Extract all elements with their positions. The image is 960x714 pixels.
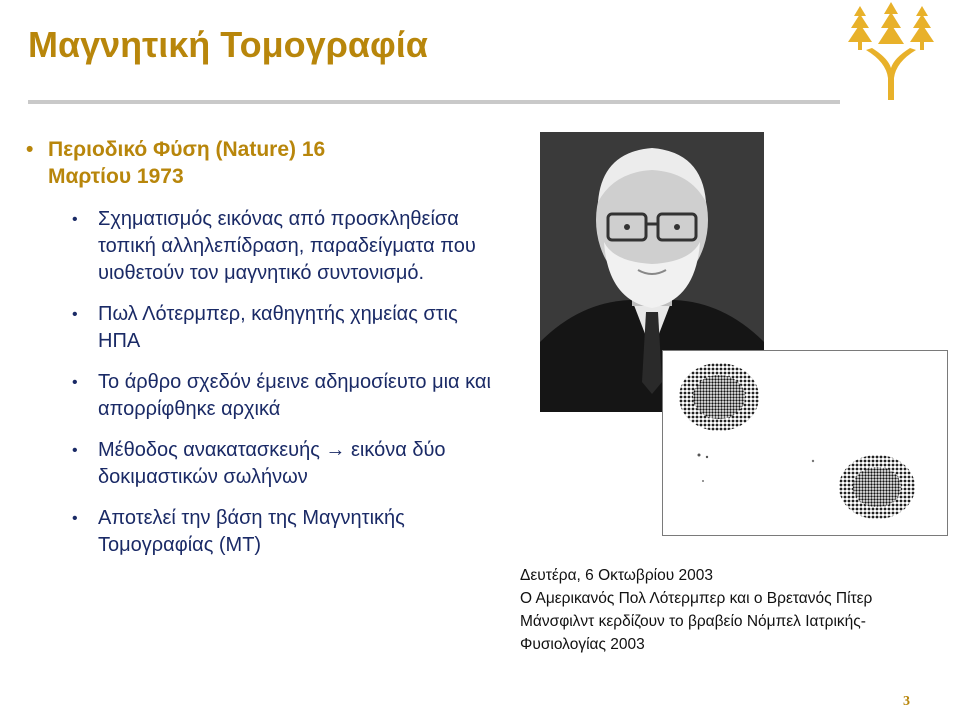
slide-title: Μαγνητική Τομογραφία <box>28 24 428 65</box>
list-item <box>24 206 504 287</box>
bullet-icon: • <box>72 211 78 228</box>
bullet-icon: • <box>26 138 34 161</box>
caption-line: Δευτέρα, 6 Οκτωβρίου 2003 <box>520 567 713 584</box>
sub-bullet-list <box>24 206 504 559</box>
list-item-text: Το άρθρο σχεδόν έμεινε αδημοσίευτο μια και απορρίφθηκε αρχικά <box>98 371 491 420</box>
list-item-text: Αποτελεί την βάση της Μαγνητικής Τομογραφίας (ΜΤ) <box>98 507 405 556</box>
title-divider <box>28 100 840 104</box>
bullet-icon: • <box>72 306 78 323</box>
main-bullet-line1: Περιοδικό Φύση (Nature) 16 <box>48 138 326 161</box>
list-item <box>24 369 504 423</box>
list-item-text: Μέθοδος ανακατασκευής → εικόνα δύο δοκιμαστικών σωλήνων <box>98 439 446 488</box>
caption-line: Μάνσφιλντ κερδίζουν το βραβείο Νόμπελ Ιατρικής- <box>520 613 866 630</box>
list-item-text: Πωλ Λότερμπερ, καθηγητής χημείας στις ΗΠΑ <box>98 303 458 352</box>
list-item <box>24 437 504 491</box>
tubes-scan-illustration <box>663 351 947 535</box>
list-item <box>24 505 504 559</box>
list-item <box>24 301 504 355</box>
caption-line: Φυσιολογίας 2003 <box>520 636 645 653</box>
bullet-icon: • <box>72 510 78 527</box>
bullet-icon: • <box>72 442 78 459</box>
list-item-text: Σχηματισμός εικόνας από προσκληθείσα τοπική αλληλεπίδραση, παραδείγματα που υιοθετούν τον μαγνητικό συντονισμό. <box>98 208 476 284</box>
university-tree-logo-icon <box>836 2 946 102</box>
two-tubes-scan-image <box>662 350 948 536</box>
photo-caption <box>520 564 956 656</box>
bullet-icon: • <box>72 374 78 391</box>
main-bullet-line2: Μαρτίου 1973 <box>48 165 184 188</box>
main-bullet <box>24 136 504 190</box>
page-number: 3 <box>903 694 910 709</box>
caption-line: Ο Αμερικανός Πολ Λότερμπερ και ο Βρετανός Πίτερ <box>520 590 873 607</box>
bullet-content <box>24 136 504 573</box>
